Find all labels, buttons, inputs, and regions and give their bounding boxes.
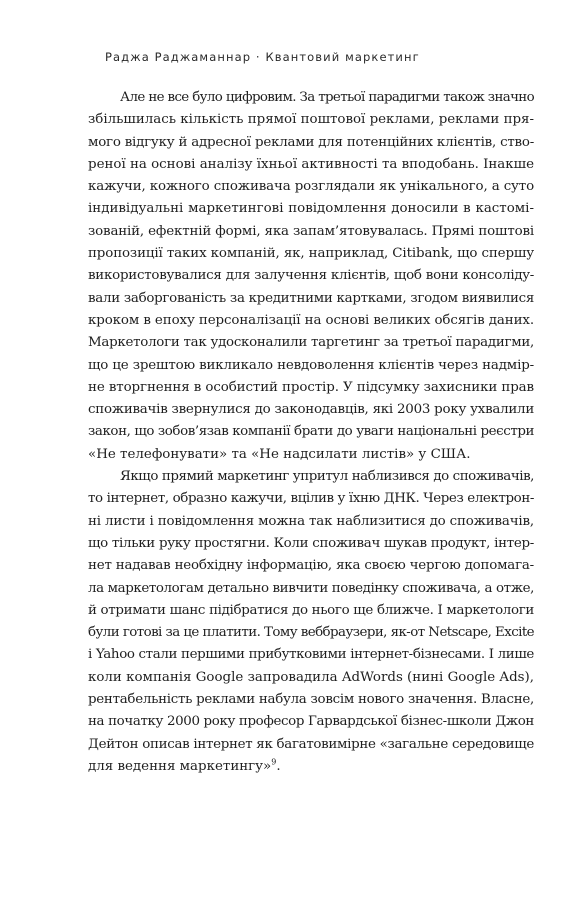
trailing-punctuation: .	[276, 758, 281, 774]
text-line: на початку 2000 року професор Гарвардської бізнес-школи Джон	[88, 714, 534, 730]
running-head	[105, 50, 420, 64]
text-line: що це зрештою викликало невдоволення клієнтів через надмір-	[88, 357, 534, 373]
text-line-content: для ведення маркетингу»	[88, 758, 272, 774]
body-text	[88, 87, 534, 778]
paragraph-2	[88, 466, 534, 778]
text-line: Якщо прямий маркетинг упритул наблизився до споживачів,	[120, 469, 534, 485]
text-line: Але не все було цифровим. За третьої парадигми також значно	[120, 90, 534, 105]
text-line: закон, що зобов’язав компанії брати до уваги національні реєстри	[88, 424, 534, 440]
running-head-separator: ·	[255, 50, 261, 64]
text-line: коли компанія Google запровадила AdWords (нині Google Ads),	[88, 669, 534, 685]
text-line: що тільки руку простягни. Коли споживач шукав продукт, інтер-	[88, 535, 534, 551]
text-line: індивідуальні маркетингові повідомлення доносили в кастомі-	[88, 201, 534, 217]
text-line: реної на основі аналізу їхньої активності та вподобань. Інакше	[88, 156, 535, 172]
text-line: і Yahoo стали першими прибутковими інтернет-бізнесами. І лише	[88, 647, 534, 663]
text-line: вали заборгованість за кредитними картками, згодом виявилися	[88, 290, 534, 306]
text-line: використовувалися для залучення клієнтів, щоб вони консолідy-	[88, 268, 534, 284]
text-line: Дейтон описав інтернет як багатовимірне «загальне середовище	[88, 736, 534, 752]
text-line: ла маркетологам детально вивчити поведінку споживача, а отже,	[88, 580, 534, 596]
text-line: нет надавав необхідну інформацію, яка своєю чергою допомага-	[88, 558, 534, 574]
text-line: кажучи, кожного споживача розглядали як унікального, а суто	[88, 179, 534, 195]
footnote-marker[interactable]: 9	[271, 757, 277, 767]
text-line-final	[88, 756, 534, 778]
text-line: споживачів звернулися до законодавців, які 2003 року ухвалили	[88, 402, 534, 418]
text-line: й отримати шанс підібратися до нього ще ближче. І маркетологи	[88, 602, 534, 618]
text-line: збільшилась кількість прямої поштової реклами, реклами пря-	[88, 112, 535, 128]
text-line: мого відгуку й адресної реклами для потенційних клієнтів, ство-	[88, 134, 534, 150]
text-line: були готові за це платити. Тому веббраузери, як-от Netscape, Excite	[88, 625, 534, 641]
text-line: ні листи і повідомлення можна так наблизитися до споживачів,	[88, 513, 534, 529]
text-line: пропозиції таких компаній, як, наприклад, Citibank, що спершу	[88, 246, 534, 262]
running-head-book-title: Квантовий маркетинг	[265, 50, 420, 64]
running-head-author: Раджа Раджаманнар	[105, 50, 252, 64]
text-line: «Не телефонувати» та «Не надсилати листів» у США.	[88, 446, 471, 462]
text-line: то інтернет, образно кажучи, вцілив у їхню ДНК. Через електрон-	[88, 491, 534, 507]
text-line: кроком в епоху персоналізації на основі великих обсягів даних.	[88, 312, 534, 328]
text-line: не вторгнення в особистий простір. У підсумку захисники прав	[88, 379, 534, 395]
text-line: зованій, ефектній формі, яка запам’ятовувалась. Прямі поштові	[88, 223, 534, 239]
text-line: рентабельність реклами набула зовсім нового значення. Власне,	[88, 692, 534, 708]
text-line: Маркетологи так удосконалили таргетинг за третьої парадигми,	[88, 335, 534, 351]
paragraph-1	[88, 87, 534, 466]
